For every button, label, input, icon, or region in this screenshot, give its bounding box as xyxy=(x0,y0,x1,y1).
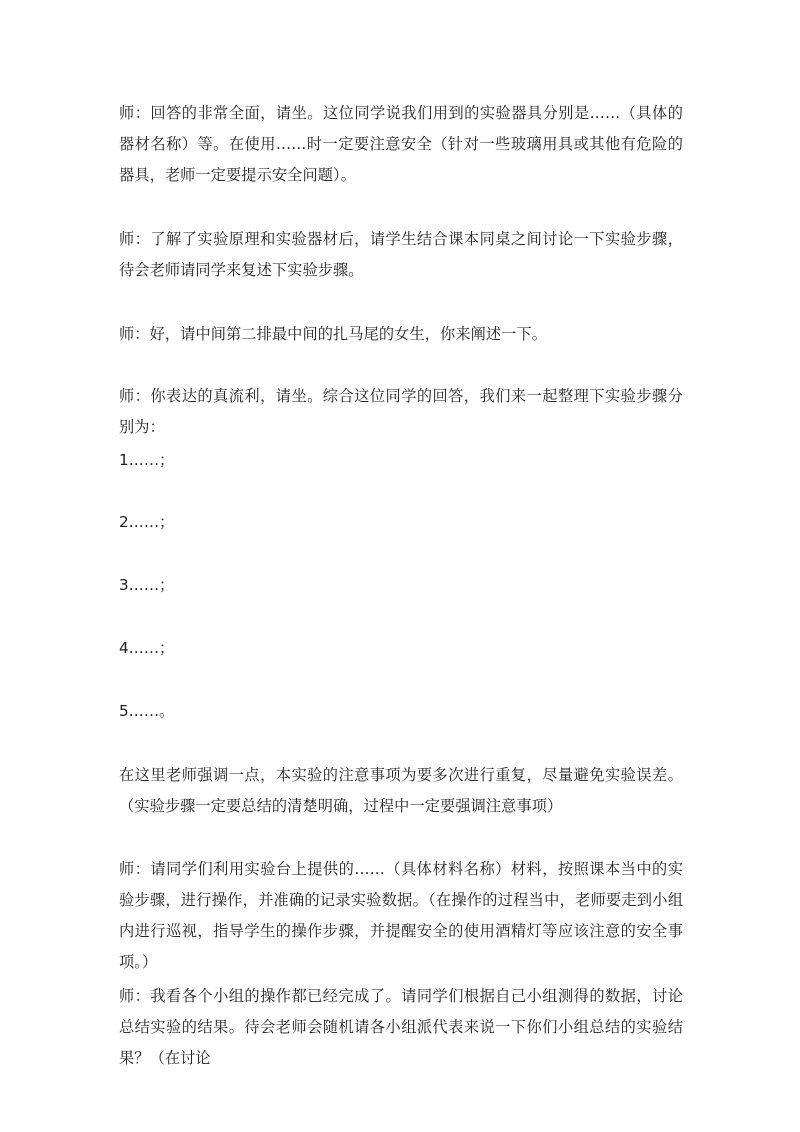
paragraph-operate-experiment: 师：请同学们利用实验台上提供的……（具体材料名称）材料，按照课本当中的实验步骤，进行操作，并准确的记录实验数据。（在操作的过程当中，老师要走到小组内进行巡视，指导学生的操作步骤，并提醒安全的使用酒精灯等应该注意的安全事项。） xyxy=(119,860,683,971)
paragraph-precautions: 在这里老师强调一点，本实验的注意事项为要多次进行重复，尽量避免实验误差。（实验步骤一定要总结的清楚明确，过程中一定要强调注意事项） xyxy=(119,766,683,815)
step-item-3: 3……； xyxy=(119,576,175,594)
step-item-1: 1……； xyxy=(119,451,175,469)
step-item-4: 4……； xyxy=(119,639,175,657)
step-item-2: 2……； xyxy=(119,513,175,531)
step-item-5: 5……。 xyxy=(119,702,175,720)
paragraph-summarize-steps: 师：你表达的真流利，请坐。综合这位同学的回答，我们来一起整理下实验步骤分别为： xyxy=(119,387,683,436)
paragraph-discuss-steps: 师：了解了实验原理和实验器材后，请学生结合课本同桌之间讨论一下实验步骤，待会老师请同学来复述下实验步骤。 xyxy=(119,230,683,279)
paragraph-discuss-results: 师：我看各个小组的操作都已经完成了。请同学们根据自己小组测得的数据，讨论总结实验的结果。待会老师会随机请各小组派代表来说一下你们小组总结的实验结果？（在讨论 xyxy=(119,987,683,1067)
paragraph-equipment: 师：回答的非常全面，请坐。这位同学说我们用到的实验器具分别是……（具体的器材名称）等。在使用……时一定要注意安全（针对一些玻璃用具或其他有危险的器具，老师一定要提示安全问题）。 xyxy=(119,104,683,184)
paragraph-call-student: 师：好，请中间第二排最中间的扎马尾的女生，你来阐述一下。 xyxy=(119,325,548,343)
